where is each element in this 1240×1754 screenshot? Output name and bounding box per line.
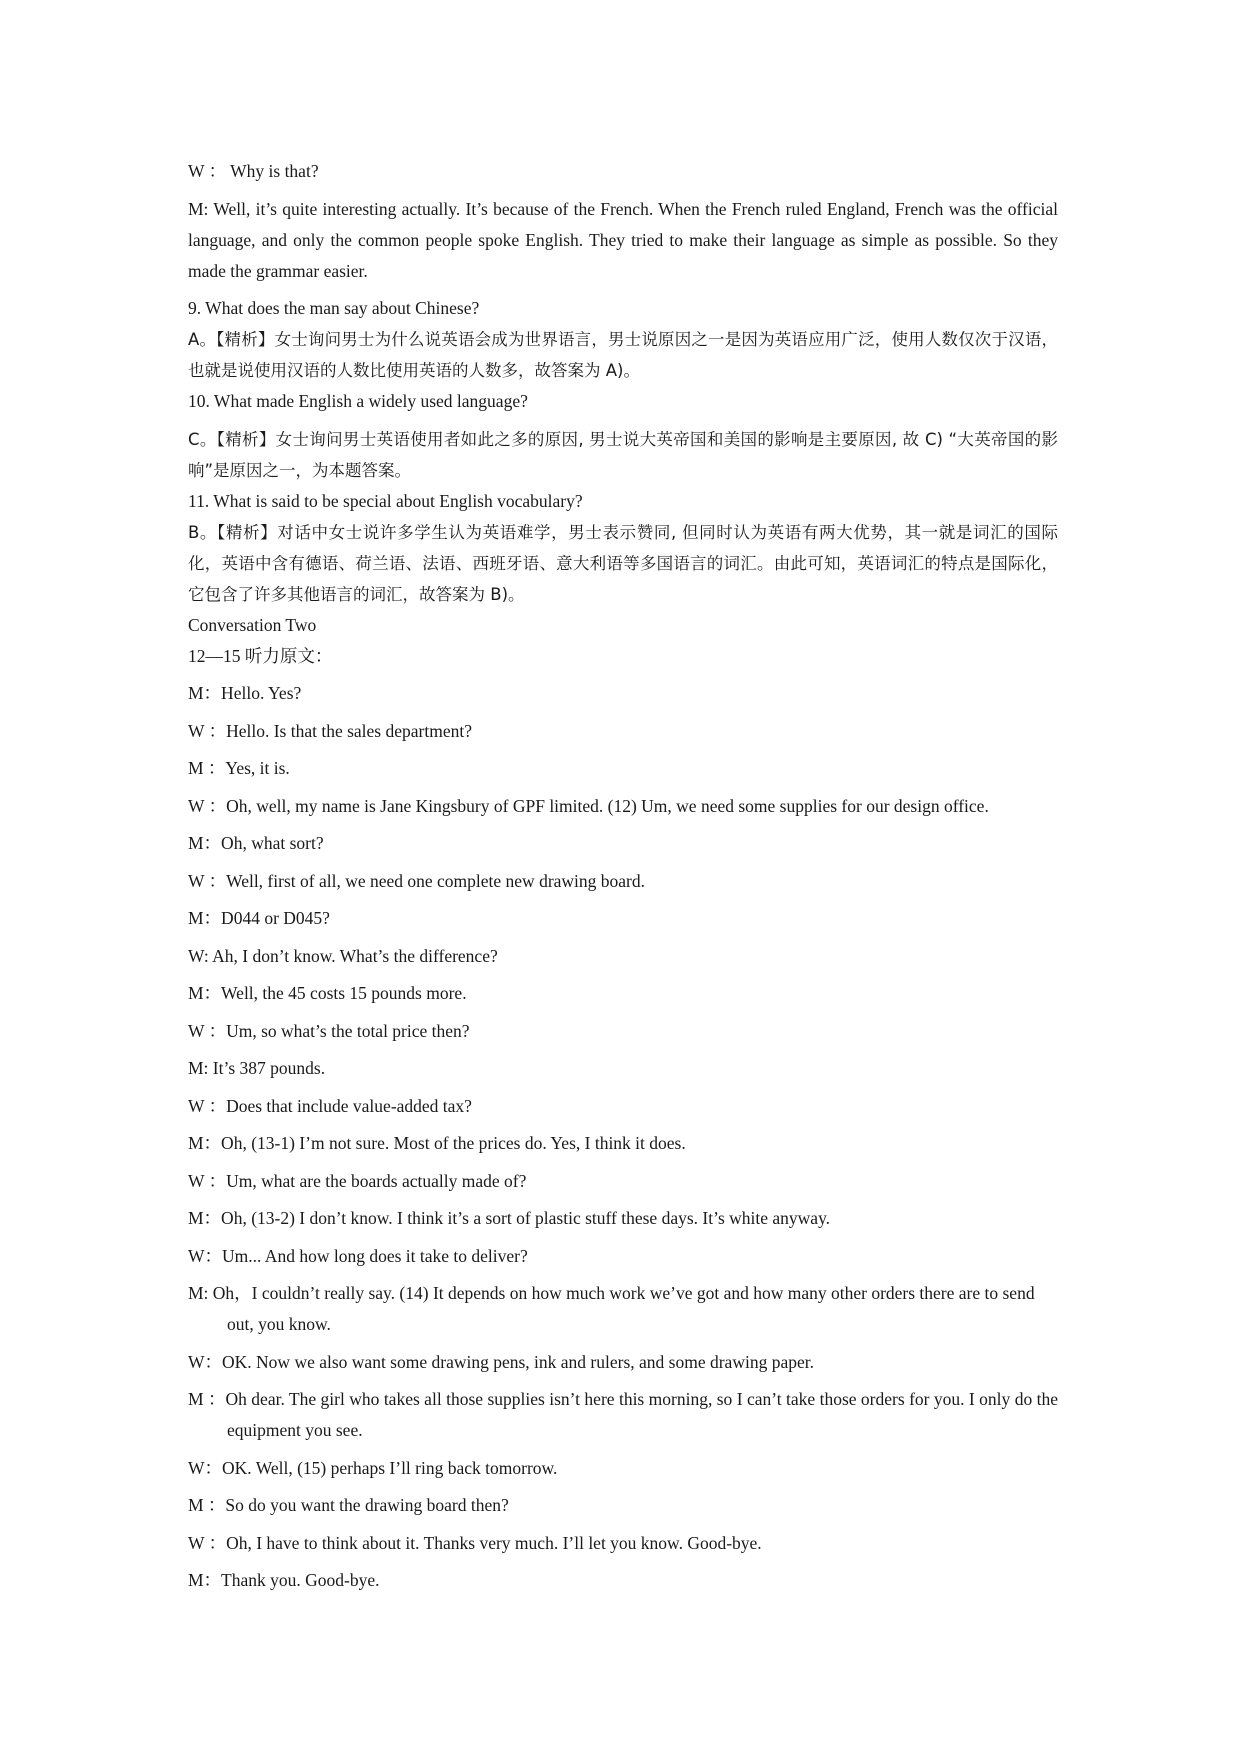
question-line: 10. What made English a widely used language? bbox=[188, 391, 528, 411]
dialogue-line: M: Oh，I couldn’t really say. (14) It depends on how much work we’ve got and how many other orders there are to send out, you know. bbox=[188, 1283, 1035, 1334]
section-subheading: 12—15 听力原文： bbox=[188, 645, 333, 666]
dialogue-line: W ：Um, what are the boards actually made of? bbox=[188, 1170, 527, 1191]
dialogue-line: W：OK. Well, (15) perhaps I’ll ring back tomorrow. bbox=[188, 1457, 558, 1478]
answer-analysis: A。【精析】女士询问男士为什么说英语会成为世界语言，男士说原因之一是因为英语应用广泛，使用人数仅次于汉语，也就是说使用汉语的人数比使用英语的人数多，故答案为 A)。 bbox=[188, 330, 1058, 380]
dialogue-line: M：Hello. Yes? bbox=[188, 683, 302, 703]
answer-analysis: B。【精析】对话中女士说许多学生认为英语难学，男士表示赞同, 但同时认为英语有两大优势，其一就是词汇的国际化，英语中含有德语、荷兰语、法语、西班牙语、意大利语等多国语言的词汇。由此可知，英语词汇的特点是国际化，它包含了许多其他语言的词汇，故答案为 B)。 bbox=[188, 522, 1058, 604]
dialogue-line: W ：Um, so what’s the total price then? bbox=[188, 1020, 470, 1041]
text-line: W ： Why is that? bbox=[188, 161, 319, 181]
question-line: 9. What does the man say about Chinese? bbox=[188, 298, 480, 318]
question-line: 11. What is said to be special about English vocabulary? bbox=[188, 490, 583, 511]
dialogue-line: M：D044 or D045? bbox=[188, 908, 330, 928]
dialogue-line: M：Well, the 45 costs 15 pounds more. bbox=[188, 983, 467, 1003]
dialogue-line: W ：Oh, I have to think about it. Thanks very much. I’ll let you know. Good-bye. bbox=[188, 1532, 762, 1553]
dialogue-line: W ：Oh, well, my name is Jane Kingsbury of GPF limited. (12) Um, we need some supplies for our design office. bbox=[188, 795, 989, 816]
dialogue-line: M：Oh, (13-1) I’m not sure. Most of the prices do. Yes, I think it does. bbox=[188, 1133, 686, 1153]
document-page bbox=[188, 156, 1058, 1603]
dialogue-line: M: It’s 387 pounds. bbox=[188, 1058, 326, 1078]
text-line: M: Well, it’s quite interesting actually. It’s because of the French. When the French ruled England, French was the official language, and only the common people spoke English. They tried to make their language as simple as possible. So they made the grammar easier. bbox=[188, 198, 1058, 281]
dialogue-line: W ：Hello. Is that the sales department? bbox=[188, 720, 472, 741]
dialogue-line: W ：Does that include value-added tax? bbox=[188, 1095, 472, 1116]
answer-analysis: C。【精析】女士询问男士英语使用者如此之多的原因, 男士说大英帝国和美国的影响是主要原因, 故 C) “大英帝国的影响”是原因之一，为本题答案。 bbox=[188, 429, 1058, 480]
dialogue-line: M ：Oh dear. The girl who takes all those supplies isn’t here this morning, so I can’t take those orders for you. I only do the equipment you see. bbox=[188, 1389, 1058, 1440]
dialogue-line: M：Oh, what sort? bbox=[188, 833, 324, 853]
dialogue-line: W: Ah, I don’t know. What’s the difference? bbox=[188, 945, 498, 966]
dialogue-line: M：Thank you. Good-bye. bbox=[188, 1570, 380, 1590]
dialogue-line: W ：Well, first of all, we need one complete new drawing board. bbox=[188, 870, 646, 891]
section-heading: Conversation Two bbox=[188, 614, 317, 635]
dialogue-line: M ：So do you want the drawing board then? bbox=[188, 1495, 509, 1515]
dialogue-line: M：Oh, (13-2) I don’t know. I think it’s a sort of plastic stuff these days. It’s white anyway. bbox=[188, 1208, 831, 1228]
dialogue-line: W：OK. Now we also want some drawing pens, ink and rulers, and some drawing paper. bbox=[188, 1351, 814, 1372]
dialogue-line: M ：Yes, it is. bbox=[188, 758, 290, 778]
dialogue-line: W：Um... And how long does it take to deliver? bbox=[188, 1245, 528, 1266]
